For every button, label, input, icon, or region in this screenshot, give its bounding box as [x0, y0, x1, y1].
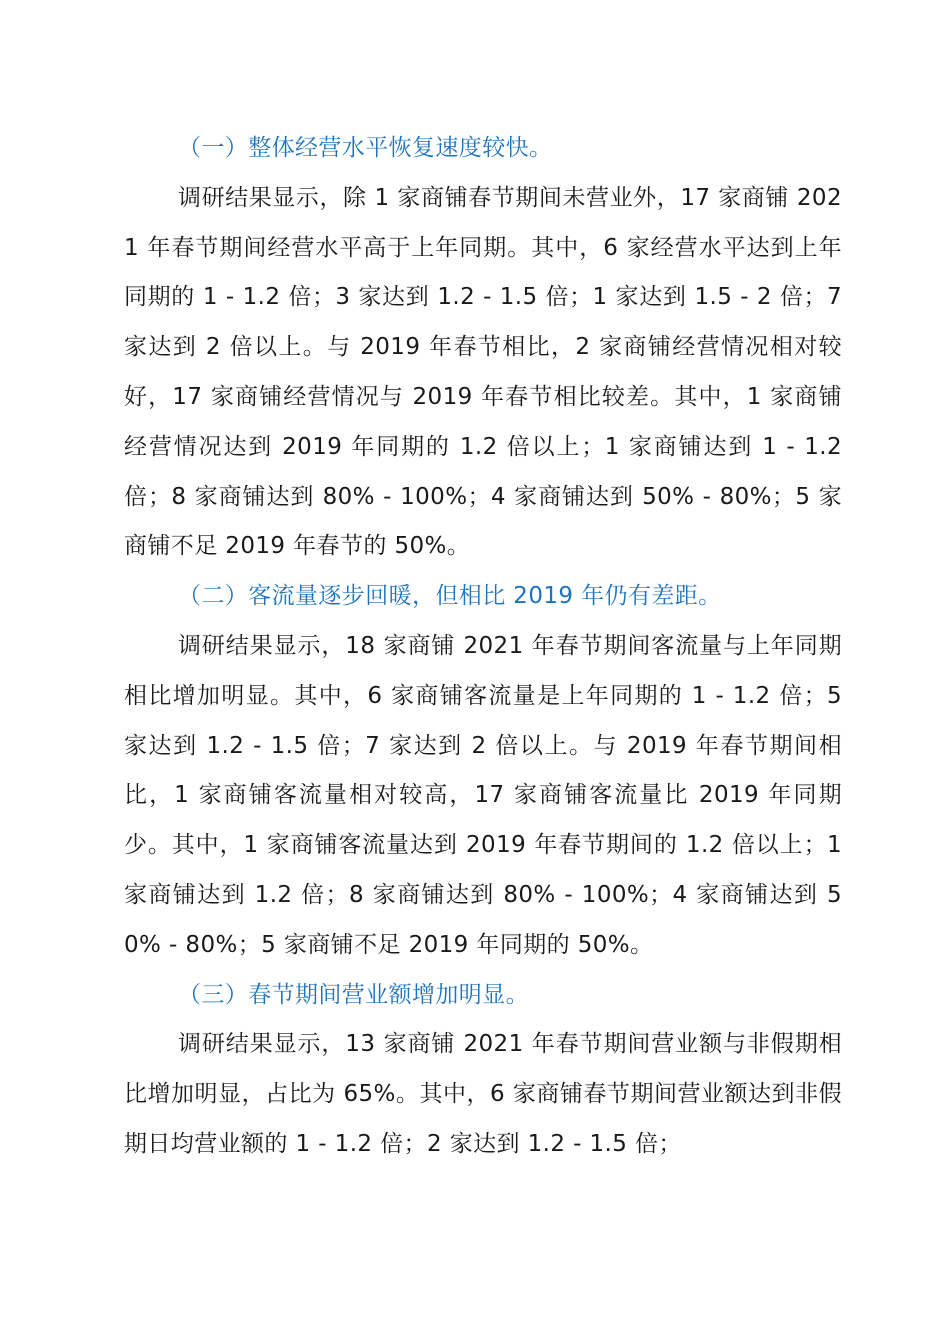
- section-body-3: 调研结果显示，13 家商铺 2021 年春节期间营业额与非假期相比增加明显，占比为 65%。其中，6 家商铺春节期间营业额达到非假期日均营业额的 1 - 1.2 倍；2 家达到 1.2 - 1.5 倍；: [124, 1031, 842, 1157]
- section-heading-2: （二）客流量逐步回暖，但相比 2019 年仍有差距。: [178, 583, 722, 610]
- section-heading-1: （一）整体经营水平恢复速度较快。: [178, 135, 553, 161]
- section-body-1: 调研结果显示，除 1 家商铺春节期间未营业外，17 家商铺 2021 年春节期间经营水平高于上年同期。其中，6 家经营水平达到上年同期的 1 - 1.2 倍；3 家达到 1.2 - 1.5 倍；1 家达到 1.5 - 2 倍；7 家达到 2 倍以上。与 2019 年春节相比，2 家商铺经营情况相对较好，17 家商铺经营情况与 2019 年春节相比较差。其中，1 家商铺经营情况达到 2019 年同期的 1.2 倍以上；1 家商铺达到 1 - 1.2 倍；8 家商铺达到 80% - 100%；4 家商铺达到 50% - 80%；5 家商铺不足 2019 年春节的 50%。: [124, 184, 842, 560]
- document-content: [124, 124, 842, 1170]
- section-heading-3: （三）春节期间营业额增加明显。: [178, 981, 529, 1008]
- section-body-2: 调研结果显示，18 家商铺 2021 年春节期间客流量与上年同期相比增加明显。其中，6 家商铺客流量是上年同期的 1 - 1.2 倍；5 家达到 1.2 - 1.5 倍；7 家达到 2 倍以上。与 2019 年春节期间相比，1 家商铺客流量相对较高，17 家商铺客流量比 2019 年同期少。其中，1 家商铺客流量达到 2019 年春节期间的 1.2 倍以上；1 家商铺达到 1.2 倍；8 家商铺达到 80% - 100%；4 家商铺达到 50% - 80%；5 家商铺不足 2019 年同期的 50%。: [124, 632, 842, 958]
